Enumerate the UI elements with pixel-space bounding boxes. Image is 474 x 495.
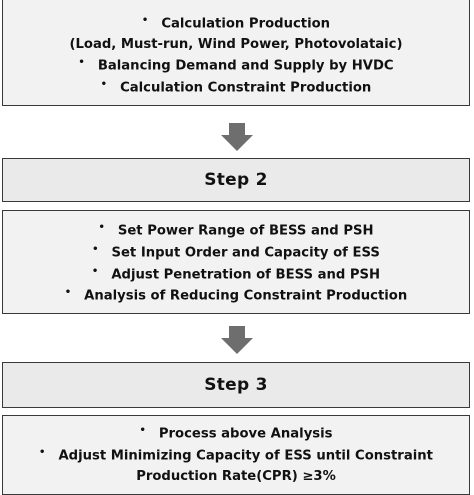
step2-line-1: • Set Power Range of BESS and PSH [3,220,469,242]
bullet-icon: • [141,15,149,26]
step1-line-3: • Balancing Demand and Supply by HVDC [3,55,469,77]
step2-lines [3,220,469,307]
bullet-icon: • [78,57,85,69]
bullet-icon: • [92,243,99,255]
step2-line-3: • Adjust Penetration of BESS and PSH [3,264,469,286]
step3-line-2: • Adjust Minimizing Capacity of ESS until Constraint [3,445,469,467]
step3-line-1: • Process above Analysis [3,423,469,445]
arrow-down-icon [221,326,253,354]
step1-lines [3,13,469,99]
bullet-icon: • [64,287,72,299]
bullet-icon: • [98,222,105,233]
step1-line-1: • Calculation Production [3,13,469,35]
bullet-icon: • [100,79,108,90]
step3-header [2,362,470,408]
step2-content-box [2,210,470,314]
step2-header [2,158,470,202]
step3-lines [3,423,469,487]
step3-title: Step 3 [204,375,268,395]
step1-line-4: • Calculation Constraint Production [3,77,469,99]
bullet-icon: • [139,425,146,436]
step3-content-box [2,415,470,495]
step2-line-4: • Analysis of Reducing Constraint Production [3,285,469,307]
step3-line-3: Production Rate(CPR) ≥3% [136,468,336,484]
step2-title: Step 2 [204,170,268,190]
bullet-icon: • [39,446,46,458]
bullet-icon: • [91,265,99,277]
step1-content-box [2,0,470,106]
arrow-down-icon [221,123,253,151]
step2-line-2: • Set Input Order and Capacity of ESS [3,242,469,264]
step1-line-2: (Load, Must-run, Wind Power, Photovolataic) [69,36,403,52]
